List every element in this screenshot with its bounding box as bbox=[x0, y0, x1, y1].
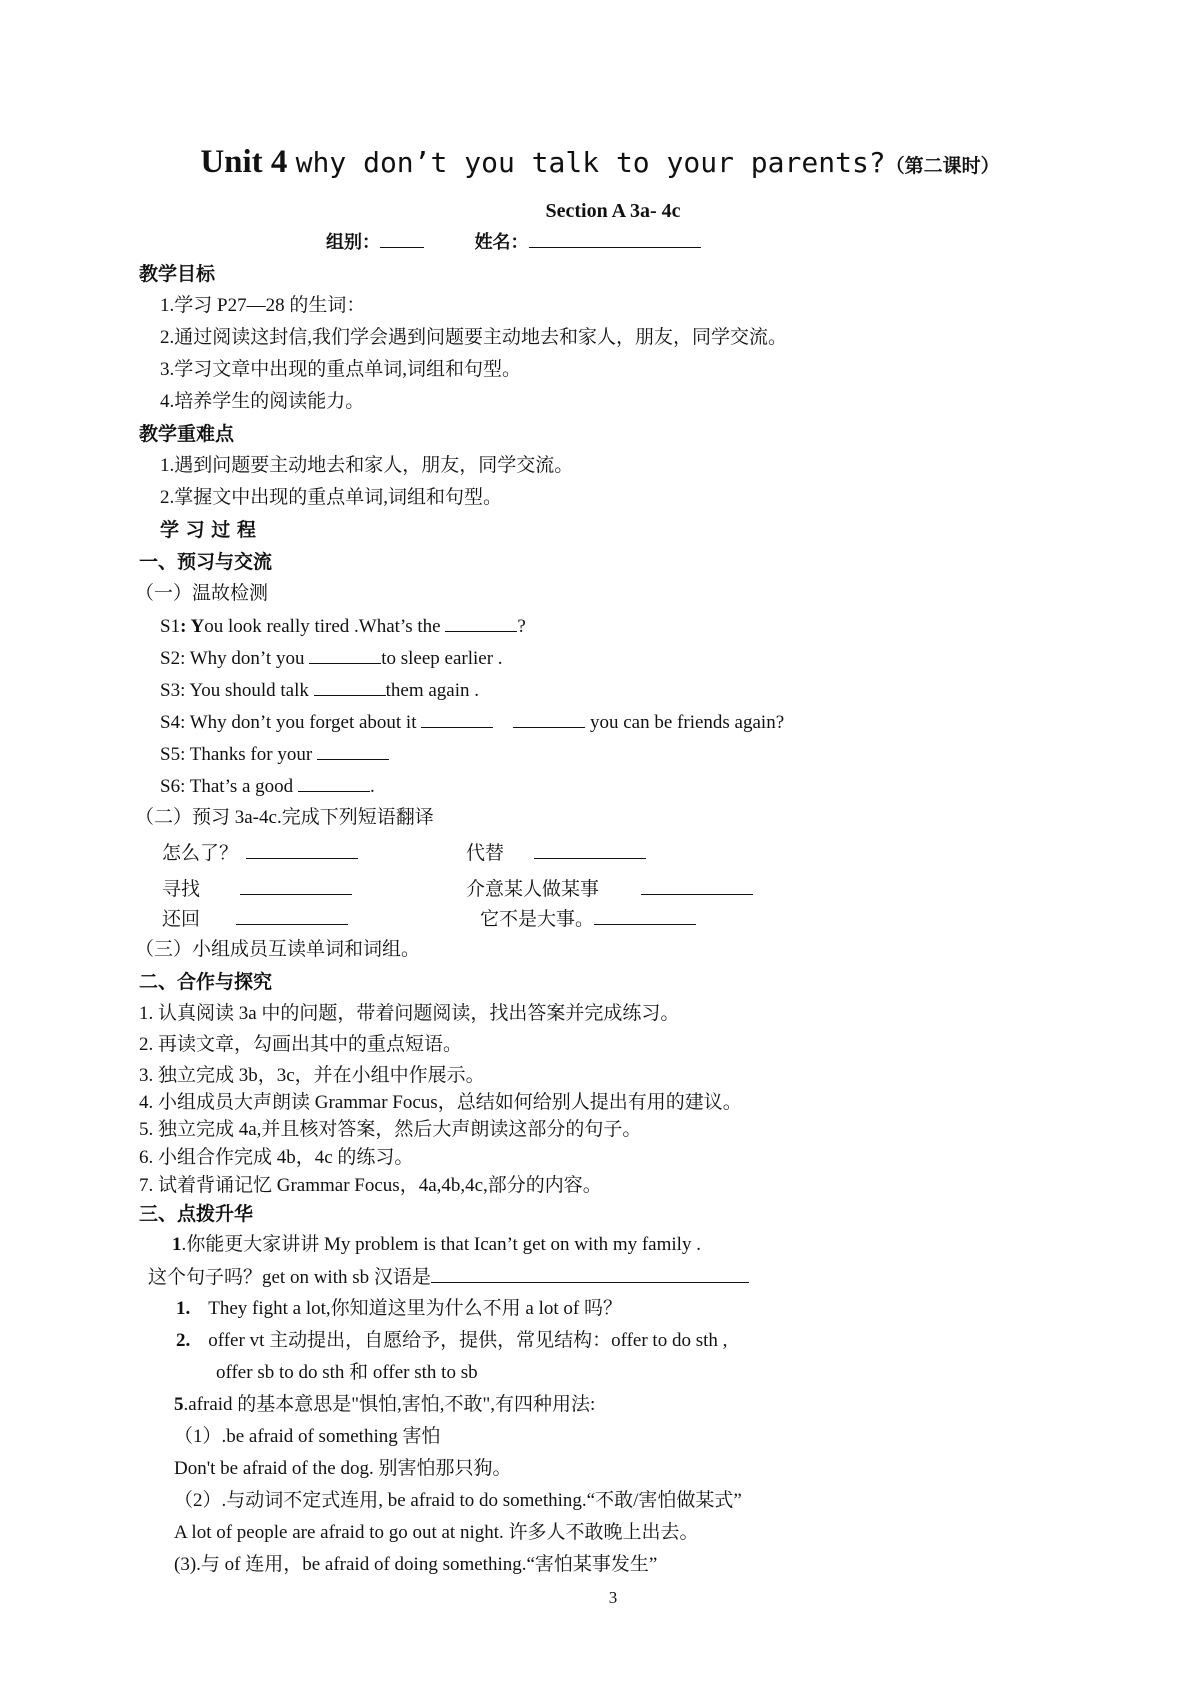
part1-sub1: （一）温故检测 bbox=[135, 583, 269, 604]
key-point-item: 1.遇到问题要主动地去和家人，朋友，同学交流。 bbox=[160, 455, 574, 476]
phrase-blank[interactable] bbox=[641, 876, 753, 895]
review-s3 bbox=[160, 677, 479, 704]
process-heading: 学 习 过 程 bbox=[160, 519, 256, 541]
phrase-label: 寻找 bbox=[162, 879, 201, 900]
phrase-label: 介意某人做某事 bbox=[466, 879, 600, 900]
phrase-blank[interactable] bbox=[240, 876, 352, 895]
s4-blank-1[interactable] bbox=[421, 709, 493, 728]
task-item: 1. 认真阅读 3a 中的问题，带着问题阅读，找出答案并完成练习。 bbox=[139, 1003, 680, 1024]
s1-y: Y bbox=[186, 616, 205, 637]
s6-text-b: . bbox=[369, 776, 375, 797]
s1-label: S1 bbox=[160, 616, 181, 637]
task-item: 7. 试着背诵记忆 Grammar Focus，4a,4b,4c,部分的内容。 bbox=[139, 1175, 602, 1196]
question-2 bbox=[176, 1328, 727, 1354]
s2-text-a: S2: Why don’t you bbox=[160, 648, 310, 669]
s4-text-a: S4: Why don’t you forget about it bbox=[160, 712, 422, 733]
phrase-item bbox=[466, 876, 753, 903]
point-5 bbox=[174, 1392, 595, 1418]
section-label: Section A 3a- 4c bbox=[545, 200, 681, 222]
key-points-heading: 教学重难点 bbox=[139, 423, 235, 445]
point-1-blank[interactable] bbox=[431, 1264, 749, 1283]
part1-sub3: （三）小组成员互读单词和词组。 bbox=[135, 939, 421, 960]
title-lesson: （第二课时） bbox=[885, 155, 1000, 177]
task-item: 2. 再读文章，勾画出其中的重点短语。 bbox=[139, 1034, 463, 1055]
title-question: why don’t you talk to your parents? bbox=[295, 146, 886, 179]
s3-text-a: S3: You should talk bbox=[160, 680, 314, 701]
phrase-blank[interactable] bbox=[534, 840, 646, 859]
phrase-label: 怎么了？ bbox=[162, 843, 239, 864]
s5-blank[interactable] bbox=[317, 741, 389, 760]
usage-1: （1）.be afraid of something 害怕 bbox=[174, 1426, 441, 1447]
objective-item: 2.通过阅读这封信,我们学会遇到问题要主动地去和家人，朋友，同学交流。 bbox=[160, 327, 788, 348]
point-1-cont-text: 这个句子吗？get on with sb 汉语是 bbox=[148, 1267, 431, 1288]
phrase-item bbox=[162, 906, 348, 933]
question-2-continued: offer sb to do sth 和 offer sth to sb bbox=[216, 1362, 478, 1383]
task-item: 4. 小组成员大声朗读 Grammar Focus，总结如何给别人提出有用的建议。 bbox=[139, 1092, 742, 1113]
point-1-number: 1 bbox=[172, 1234, 182, 1255]
point-1-continued bbox=[148, 1264, 749, 1291]
point-1-text: .你能更大家讲讲 My problem is that Ican’t get on with my family . bbox=[181, 1234, 701, 1255]
objective-item: 1.学习 P27—28 的生词： bbox=[160, 295, 366, 316]
usage-3: (3).与 of 连用，be afraid of doing something.“害怕某事发生” bbox=[174, 1554, 658, 1575]
phrase-blank[interactable] bbox=[246, 840, 358, 859]
group-blank[interactable] bbox=[380, 229, 424, 248]
task-item: 6. 小组合作完成 4b，4c 的练习。 bbox=[139, 1147, 414, 1168]
group-label: 组别： bbox=[326, 232, 380, 253]
s3-blank[interactable] bbox=[314, 677, 386, 696]
s3-text-b: them again . bbox=[385, 680, 480, 701]
phrase-blank[interactable] bbox=[594, 906, 696, 925]
question-1 bbox=[176, 1296, 622, 1322]
objective-item: 3.学习文章中出现的重点单词,词组和句型。 bbox=[160, 359, 522, 380]
usage-2: （2）.与动词不定式连用, be afraid to do something.“不敢/害怕做某式” bbox=[174, 1490, 742, 1511]
question-1-number: 1. bbox=[176, 1298, 191, 1319]
name-blank[interactable] bbox=[529, 229, 701, 248]
review-s1 bbox=[160, 613, 526, 640]
part2-heading: 二、合作与探究 bbox=[139, 971, 273, 993]
phrase-item bbox=[480, 906, 696, 933]
group-name-line bbox=[326, 229, 701, 256]
review-s2 bbox=[160, 645, 503, 672]
page-number: 3 bbox=[608, 1588, 618, 1607]
s4-text-b: you can be friends again? bbox=[585, 712, 785, 733]
s1-text: ou look really tired .What’s the bbox=[204, 616, 446, 637]
review-s6 bbox=[160, 773, 375, 800]
part1-sub2: （二）预习 3a-4c.完成下列短语翻译 bbox=[135, 807, 434, 828]
objectives-heading: 教学目标 bbox=[139, 263, 216, 285]
question-2-text: offer vt 主动提出，自愿给予，提供，常见结构：offer to do sth , bbox=[208, 1330, 728, 1351]
task-item: 3. 独立完成 3b，3c，并在小组中作展示。 bbox=[139, 1065, 485, 1086]
task-item: 5. 独立完成 4a,并且核对答案，然后大声朗读这部分的句子。 bbox=[139, 1119, 642, 1140]
s6-text-a: S6: That’s a good bbox=[160, 776, 298, 797]
point-1 bbox=[172, 1232, 701, 1258]
review-s5 bbox=[160, 741, 389, 768]
review-s4 bbox=[160, 709, 784, 736]
s1-colon: : bbox=[180, 616, 187, 637]
part3-heading: 三、点拨升华 bbox=[139, 1203, 254, 1225]
phrase-label: 它不是大事。 bbox=[480, 909, 595, 930]
s2-blank[interactable] bbox=[309, 645, 381, 664]
usage-2-example: A lot of people are afraid to go out at night. 许多人不敢晚上出去。 bbox=[174, 1522, 699, 1543]
question-2-number: 2. bbox=[176, 1330, 191, 1351]
s6-blank[interactable] bbox=[298, 773, 370, 792]
phrase-label: 还回 bbox=[162, 909, 201, 930]
key-point-item: 2.掌握文中出现的重点单词,词组和句型。 bbox=[160, 487, 503, 508]
s2-text-b: to sleep earlier . bbox=[381, 648, 503, 669]
s1-blank[interactable] bbox=[445, 613, 517, 632]
objective-item: 4.培养学生的阅读能力。 bbox=[160, 391, 365, 412]
question-1-text: They fight a lot,你知道这里为什么不用 a lot of 吗？ bbox=[208, 1298, 622, 1319]
point-5-number: 5 bbox=[174, 1394, 184, 1415]
page-title bbox=[0, 142, 1200, 186]
phrase-blank[interactable] bbox=[236, 906, 348, 925]
usage-1-example: Don't be afraid of the dog. 别害怕那只狗。 bbox=[174, 1458, 512, 1479]
part1-heading: 一、预习与交流 bbox=[139, 551, 273, 573]
point-5-text: .afraid 的基本意思是"惧怕,害怕,不敢",有四种用法: bbox=[183, 1394, 596, 1415]
phrase-item bbox=[162, 840, 358, 867]
phrase-label: 代替 bbox=[466, 843, 505, 864]
title-unit: Unit 4 bbox=[200, 144, 288, 180]
phrase-item bbox=[466, 840, 646, 867]
name-label: 姓名： bbox=[474, 232, 529, 253]
s1-end: ? bbox=[517, 616, 526, 637]
phrase-item bbox=[162, 876, 352, 903]
s5-text: S5: Thanks for your bbox=[160, 744, 317, 765]
s4-blank-2[interactable] bbox=[513, 709, 585, 728]
